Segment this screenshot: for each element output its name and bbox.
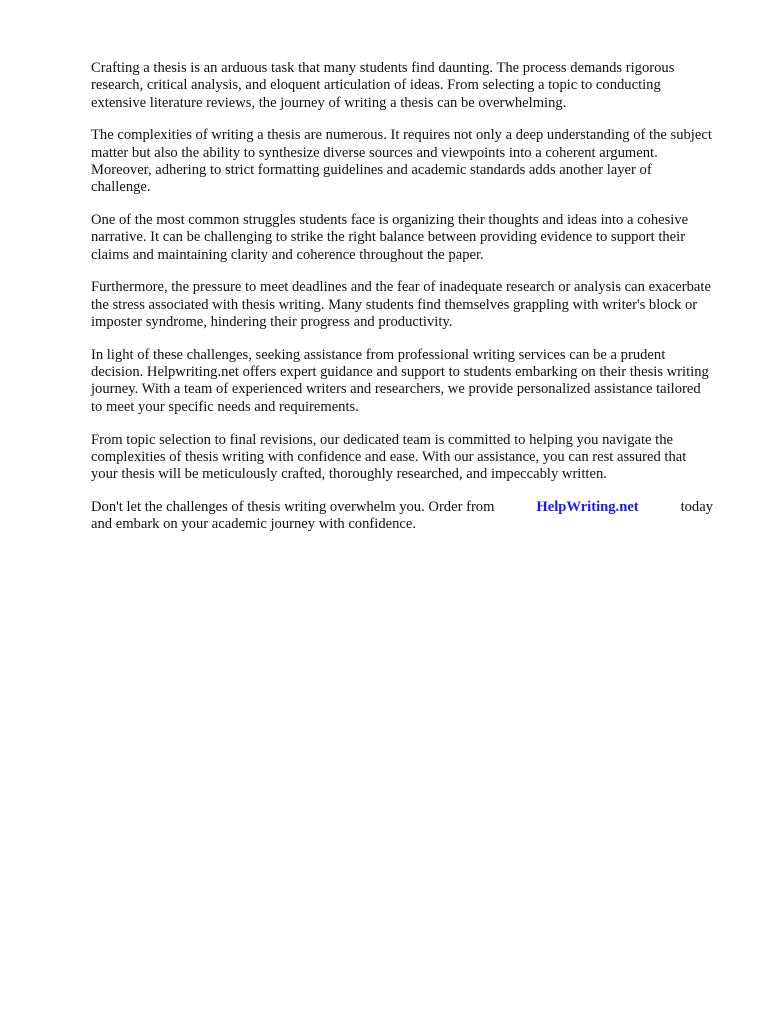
paragraph-4: Furthermore, the pressure to meet deadlines and the fear of inadequate research or analysis can exacerbate the stress associated with thesis writing. Many students find themselves grappling with writer's block or imposter syndrome, hindering their progress and productivity. bbox=[91, 279, 711, 331]
helpwriting-link[interactable]: HelpWriting.net bbox=[536, 498, 639, 515]
closing-first-line bbox=[91, 499, 713, 516]
paragraph-1: Crafting a thesis is an arduous task that many students find daunting. The process demands rigorous research, critical analysis, and eloquent articulation of ideas. From selecting a topic to conducting extensive literature reviews, the journey of writing a thesis can be overwhelming. bbox=[91, 60, 675, 111]
paragraph-2: The complexities of writing a thesis are numerous. It requires not only a deep understanding of the subject matter but also the ability to synthesize diverse sources and viewpoints into a coherent argument. Moreover, adhering to strict formatting guidelines and academic standards adds another layer of challenge. bbox=[91, 127, 712, 196]
closing-text-before-link: Don't let the challenges of thesis writing overwhelm you. Order from bbox=[91, 498, 495, 515]
document-page bbox=[91, 60, 713, 549]
paragraph-6: From topic selection to final revisions, our dedicated team is committed to helping you navigate the complexities of thesis writing with confidence and ease. With our assistance, you can rest assured that your thesis will be meticulously crafted, thoroughly researched, and impeccably written. bbox=[91, 431, 687, 483]
closing-second-line: and embark on your academic journey with confidence. bbox=[91, 516, 416, 533]
paragraph-3: One of the most common struggles students face is organizing their thoughts and ideas into a cohesive narrative. It can be challenging to strike the right balance between providing evidence to support their claims and maintaining clarity and coherence throughout the paper. bbox=[91, 212, 689, 263]
paragraph-5: In light of these challenges, seeking assistance from professional writing services can be a prudent decision. Helpwriting.net offers expert guidance and support to students embarking on their thesis writing journey. With a team of experienced writers and researchers, we provide personalized assistance tailored to meet your specific needs and requirements. bbox=[91, 346, 709, 415]
closing-text-after-link: today bbox=[680, 498, 713, 515]
closing-paragraph bbox=[91, 499, 713, 534]
